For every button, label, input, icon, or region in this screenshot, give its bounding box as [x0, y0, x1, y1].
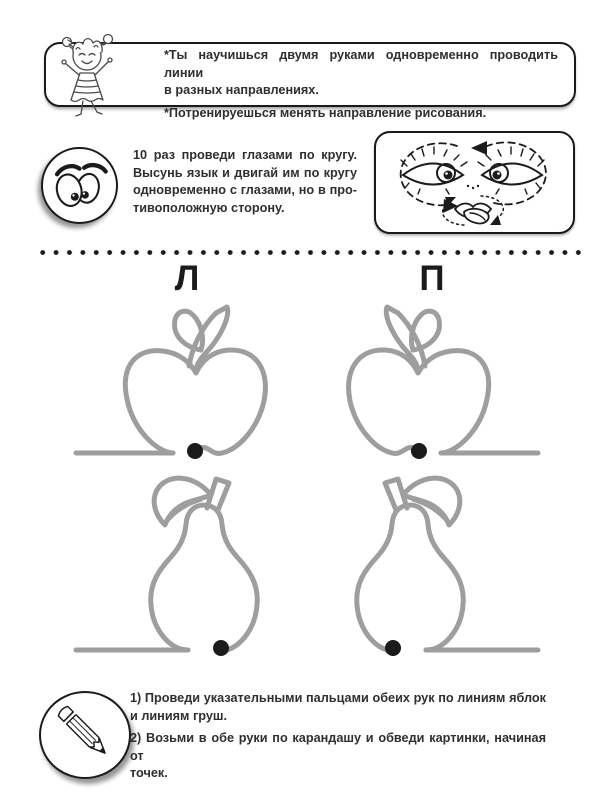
apple-outline-left	[70, 300, 310, 462]
dancing-girl-icon	[58, 29, 116, 117]
apple-leaf	[175, 311, 203, 350]
cross-eyed-smiley-icon	[41, 147, 118, 224]
text-line: *Потренируешься менять направление рисования.	[164, 105, 487, 120]
start-dot	[411, 443, 427, 459]
pear-leaf	[403, 478, 460, 525]
eyes-tongue-graphic	[376, 133, 569, 228]
text-line: Высунь язык и двигай им по кругу	[133, 165, 357, 180]
text-line: в разных направлениях.	[164, 83, 319, 98]
footer-instructions	[130, 690, 546, 783]
text-line: точек.	[130, 766, 168, 781]
pencil-graphic	[41, 693, 129, 777]
eye-exercise-text	[133, 147, 357, 217]
pear-outline-left	[70, 470, 310, 658]
letter-right-hand: П	[419, 259, 445, 298]
text-line: *Ты научишься двумя руками одновременно проводить линии	[164, 48, 558, 80]
pencil-icon	[39, 691, 131, 779]
pear-leaf	[154, 478, 211, 525]
text-line: 10 раз проведи глазами по кругу.	[133, 148, 357, 162]
arrow-tongue-right	[490, 215, 501, 225]
apple-outline-right	[304, 300, 544, 462]
dotted-separator	[36, 250, 582, 255]
eyes-tongue-diagram	[374, 131, 575, 234]
letter-left-hand: Л	[174, 259, 200, 298]
goals-text	[164, 47, 558, 122]
text-line: и линиям груш.	[130, 708, 227, 723]
start-dot	[213, 640, 229, 656]
text-line: одновременно с глазами, но в про-	[133, 183, 357, 198]
pear-outline-right	[304, 470, 544, 658]
text-line: тивоположную сторону.	[133, 200, 285, 215]
text-line: 2) Возьми в обе руки по карандашу и обведи картинки, начиная от	[130, 731, 546, 763]
text-line: 1) Проведи указательными пальцами обеих рук по линиям яблок	[130, 691, 546, 705]
arrow-right-eye	[471, 141, 487, 155]
start-dot	[187, 443, 203, 459]
start-dot	[385, 640, 401, 656]
smiley-eyes-graphic	[43, 149, 116, 222]
apple-leaf	[411, 311, 439, 350]
